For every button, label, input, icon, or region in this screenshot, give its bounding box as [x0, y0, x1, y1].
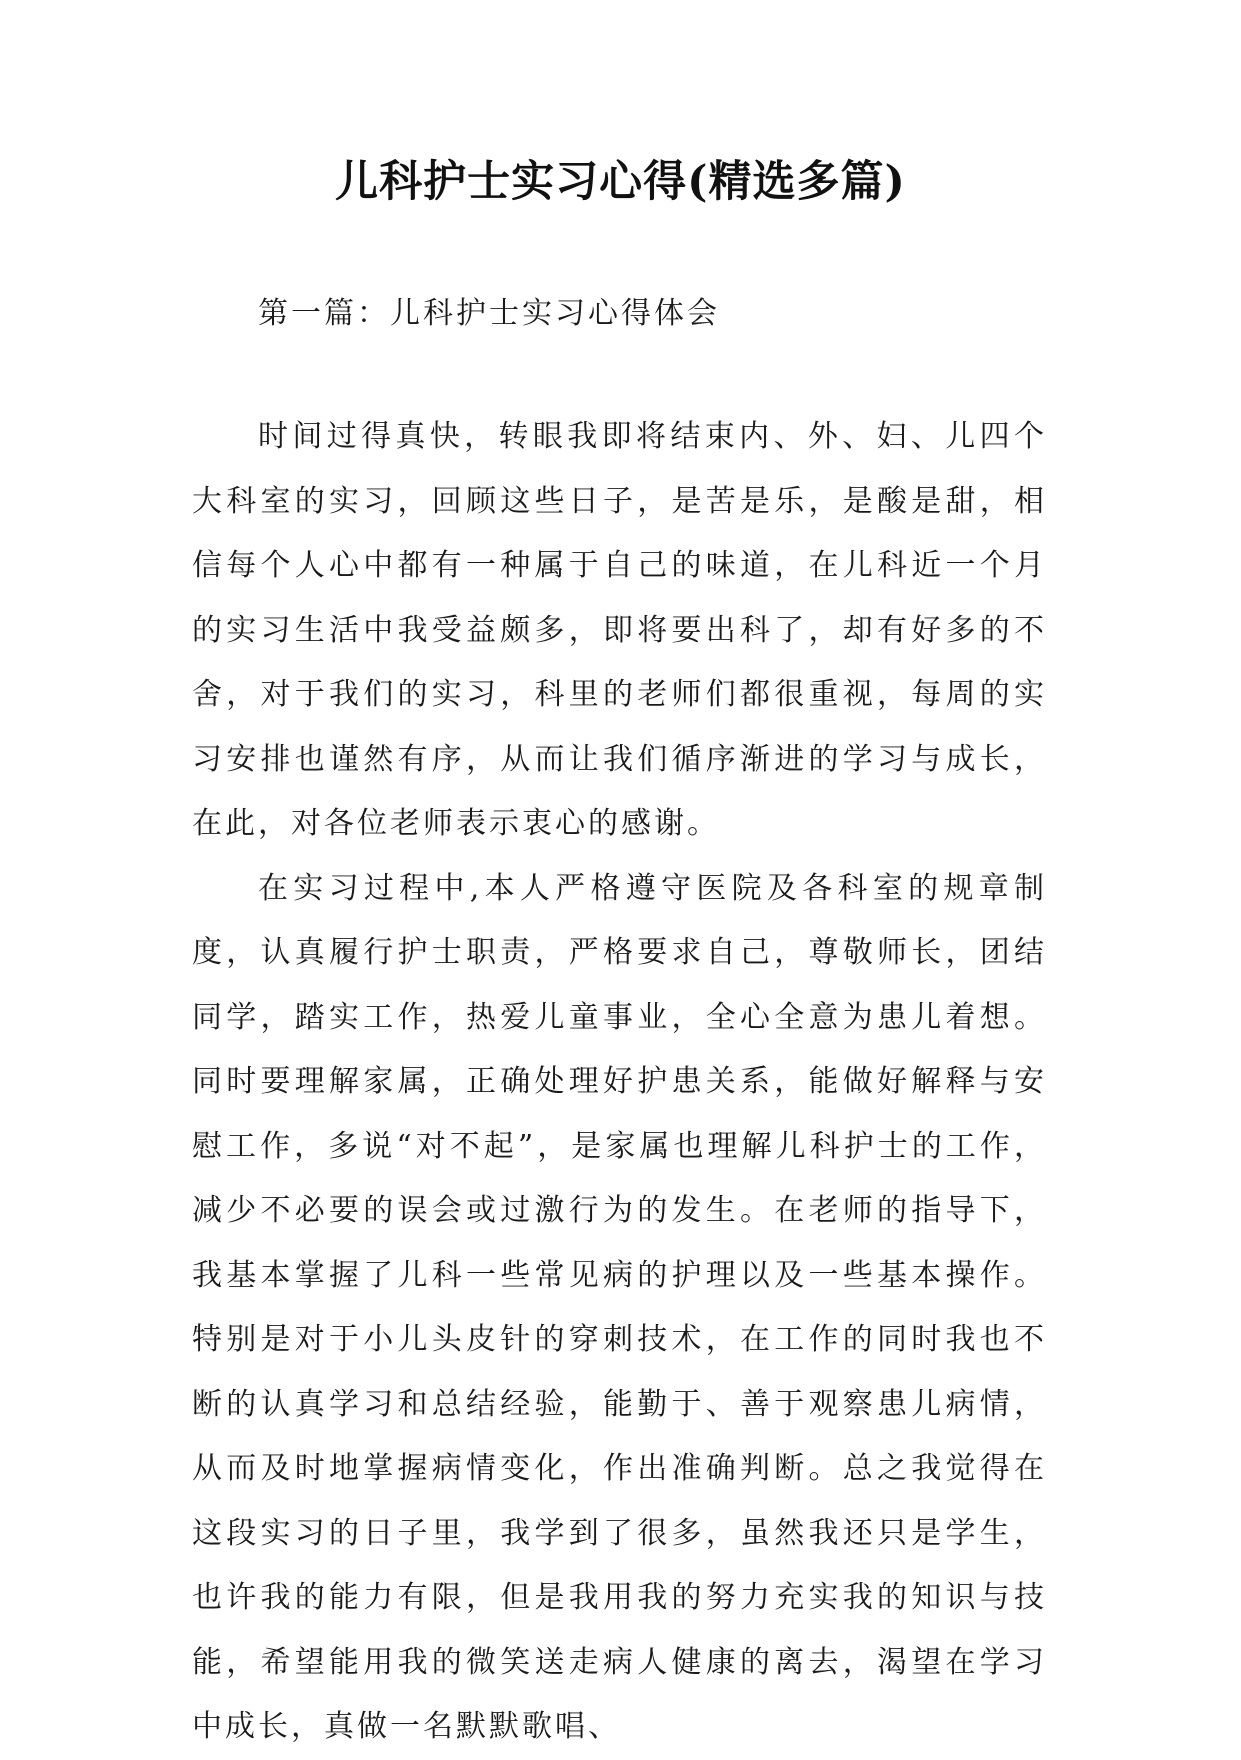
paragraph-1: 时间过得真快，转眼我即将结束内、外、妇、儿四个大科室的实习，回顾这些日子，是苦是乐，是酸是甜，相信每个人心中都有一种属于自己的味道，在儿科近一个月的实习生活中我受益颇多，即将要出科了，却有好多的不舍，对于我们的实习，科里的老师们都很重视，每周的实习安排也谨然有序，从而让我们循序渐进的学习与成长，在此，对各位老师表示衷心的感谢。 [192, 419, 1047, 841]
document-title: 儿科护士实习心得(精选多篇) [335, 157, 906, 207]
document-body [192, 405, 1047, 1760]
paragraph-2: 在实习过程中,本人严格遵守医院及各科室的规章制度，认真履行护士职责，严格要求自己，尊敬师长，团结同学，踏实工作，热爱儿童事业，全心全意为患儿着想。同时要理解家属，正确处理好护患关系，能做好解释与安慰工作，多说“对不起”，是家属也理解儿科护士的工作，减少不必要的误会或过激行为的发生。在老师的指导下，我基本掌握了儿科一些常见病的护理以及一些基本操作。特别是对于小儿头皮针的穿刺技术，在工作的同时我也不断的认真学习和总结经验，能勤于、善于观察患儿病情，从而及时地掌握病情变化，作出准确判断。总之我觉得在这段实习的日子里，我学到了很多，虽然我还只是学生，也许我的能力有限，但是我用我的努力充实我的知识与技能，希望能用我的微笑送走病人健康的离去，渴望在学习中成长，真做一名默默歌唱、 [192, 870, 1047, 1744]
section-heading: 第一篇：儿科护士实习心得体会 [258, 296, 720, 331]
